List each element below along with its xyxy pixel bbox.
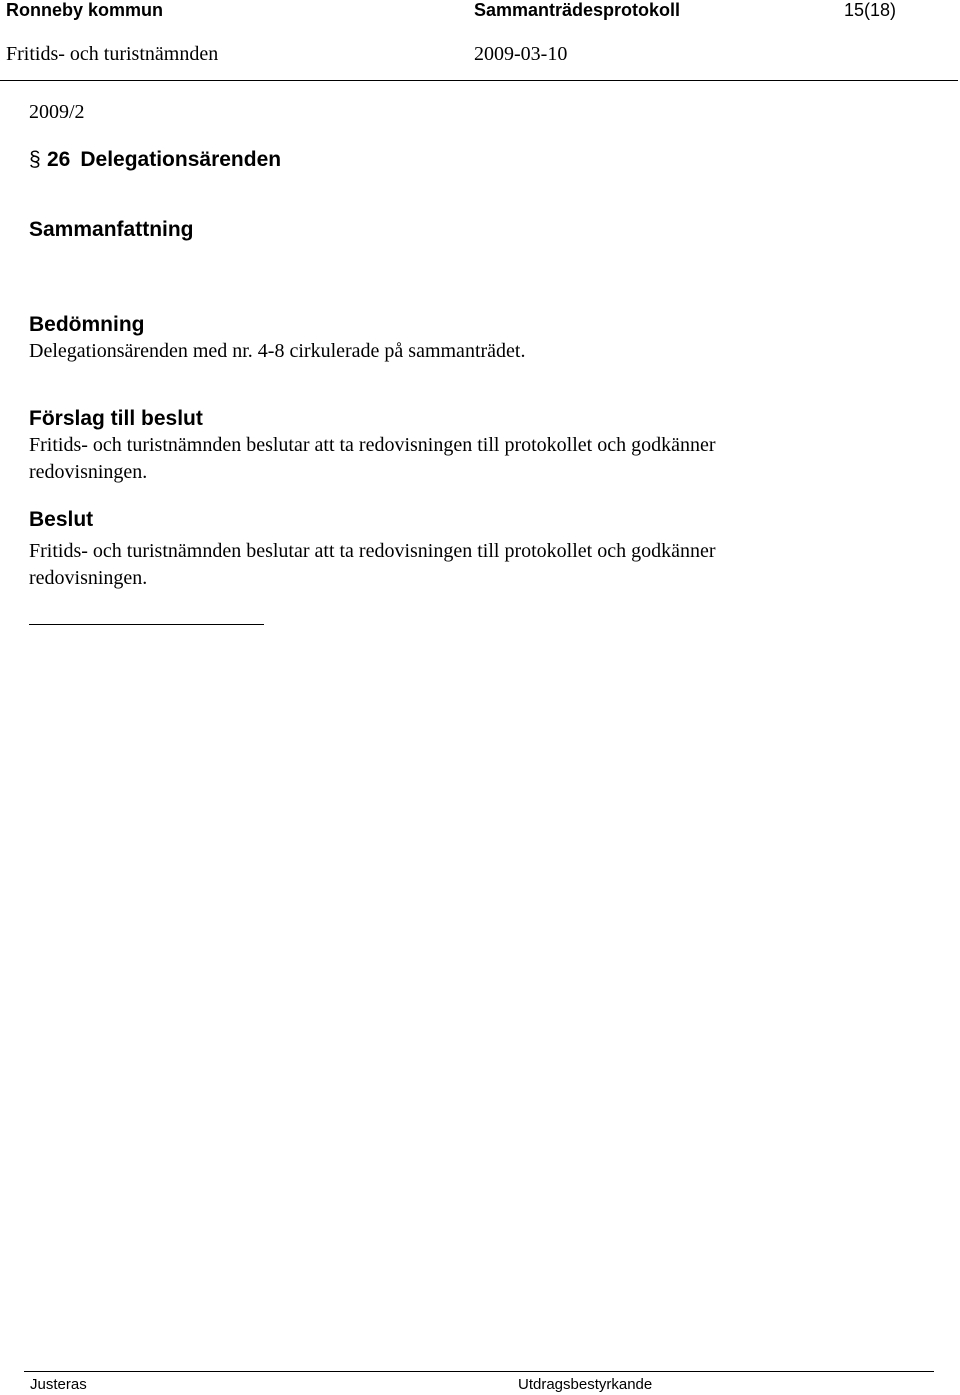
header-divider [0,80,958,81]
proposal-text-line-2: redovisningen. [29,461,148,483]
proposal-text-line-1: Fritids- och turistnämnden beslutar att ta redovisningen till protokollet och godkänner [29,434,716,456]
decision-text-line-1: Fritids- och turistnämnden beslutar att ta redovisningen till protokollet och godkänner [29,540,716,562]
page-number: 15(18) [844,0,897,20]
paragraph-number: 26 [47,148,71,171]
assessment-text: Delegationsärenden med nr. 4-8 cirkulerade på sammanträdet. [29,340,526,362]
section-heading [29,148,281,172]
case-number: 2009/2 [29,101,85,123]
section-end-divider [29,624,264,625]
meeting-date: 2009-03-10 [474,43,568,65]
footer-divider [24,1371,934,1372]
board-name: Fritids- och turistnämnden [6,43,219,65]
organization-name: Ronneby kommun [6,0,164,20]
document-type: Sammanträdesprotokoll [474,0,681,20]
paragraph-sign: § [29,148,41,171]
section-title: Delegationsärenden [80,148,282,171]
summary-heading: Sammanfattning [29,218,194,241]
proposal-heading: Förslag till beslut [29,407,203,430]
footer-justeras: Justeras [30,1376,87,1393]
assessment-heading: Bedömning [29,313,145,336]
decision-heading: Beslut [29,508,94,531]
decision-text-line-2: redovisningen. [29,567,148,589]
footer-utdragsbestyrkande: Utdragsbestyrkande [518,1376,653,1393]
